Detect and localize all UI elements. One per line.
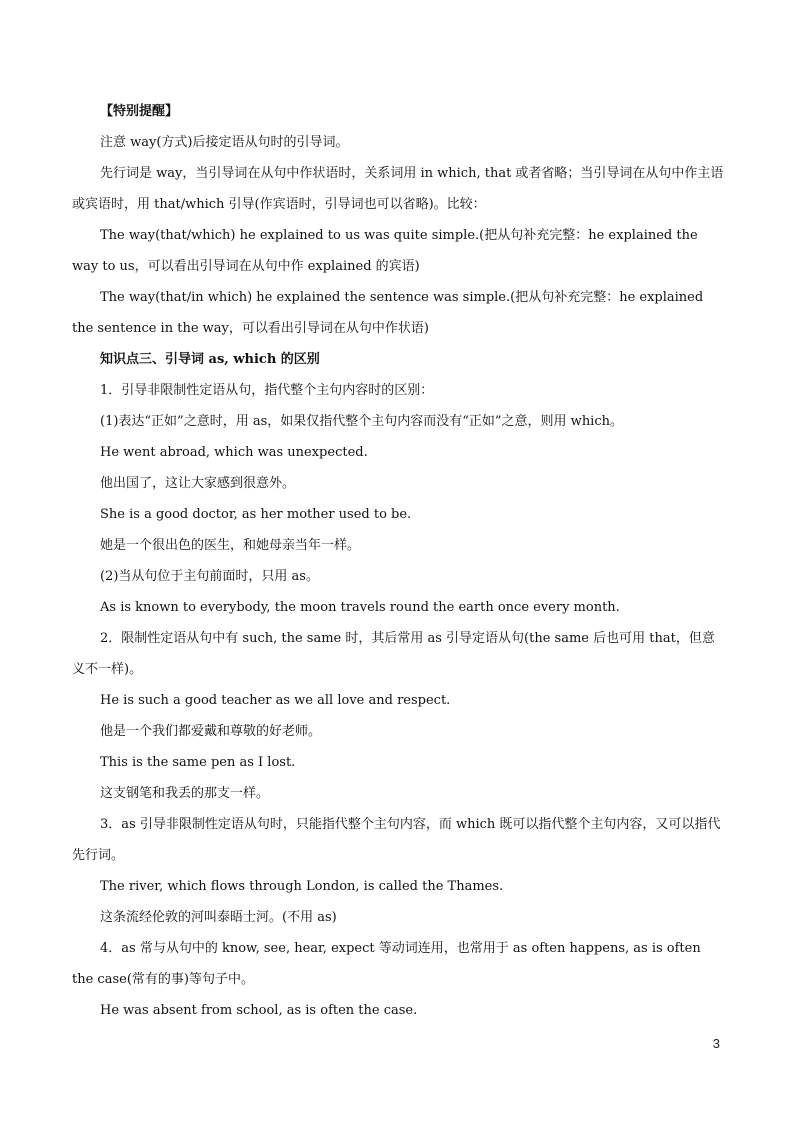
paragraph-19: 3．as 引导非限制性定语从句时，只能指代整个主句内容，而 which 既可以指代整个主句内容，又可以指代先行词。 — [72, 817, 721, 863]
example-sentence: He is such a good teacher as we all love and respect. — [100, 693, 451, 708]
example-translation: 他出国了，这让大家感到很意外。 — [100, 476, 296, 491]
example-sentence: She is a good doctor, as her mother used to be. — [100, 507, 412, 522]
paragraph-3: The way(that/which) he explained to us was quite simple.(把从句补充完整：he explained the way to us，可以看出引导词在从句中作 explained 的宾语) — [72, 228, 698, 274]
paragraph-6: 1．引导非限制性定语从句，指代整个主句内容时的区别： — [100, 383, 434, 398]
paragraph-2: 先行词是 way，当引导词在从句中作状语时，关系词用 in which, that 或者省略；当引导词在从句中作主语或宾语时，用 that/which 引导(作宾语时，引导词也可以省略)。比较： — [72, 166, 724, 212]
example-sentence: As is known to everybody, the moon travels round the earth once every month. — [100, 600, 620, 615]
paragraph-14: 2．限制性定语从句中有 such, the same 时，其后常用 as 引导定语从句(the same 后也可用 that，但意义不一样)。 — [72, 631, 715, 677]
example-translation: 这支钢笔和我丢的那支一样。 — [100, 786, 270, 801]
paragraph-4: The way(that/in which) he explained the sentence was simple.(把从句补充完整：he explained the sentence in the way，可以看出引导词在从句中作状语) — [72, 290, 704, 336]
example-sentence: He was absent from school, as is often the case. — [100, 1003, 418, 1018]
example-sentence: This is the same pen as I lost. — [100, 755, 296, 770]
page-number: 3 — [712, 1036, 720, 1051]
example-translation: 这条流经伦敦的河叫泰晤士河。(不用 as) — [100, 910, 337, 925]
paragraph-7: (1)表达“正如”之意时，用 as，如果仅指代整个主句内容而没有“正如”之意，则用 which。 — [100, 414, 623, 429]
paragraph-22: 4．as 常与从句中的 know, see, hear, expect 等动词连用，也常用于 as often happens, as is often the case(常有的事)等句子中。 — [72, 941, 701, 987]
example-translation: 她是一个很出色的医生，和她母亲当年一样。 — [100, 538, 361, 553]
document-body — [72, 96, 726, 1026]
paragraph-1: 注意 way(方式)后接定语从句时的引导词。 — [100, 135, 349, 150]
example-translation: 他是一个我们都爱戴和尊敬的好老师。 — [100, 724, 322, 739]
section-heading: 知识点三、引导词 as, which 的区别 — [100, 352, 320, 367]
example-sentence: The river, which flows through London, is called the Thames. — [100, 879, 504, 894]
example-sentence: He went abroad, which was unexpected. — [100, 445, 368, 460]
paragraph-12: (2)当从句位于主句前面时，只用 as。 — [100, 569, 319, 584]
special-note-heading: 【特别提醒】 — [100, 104, 179, 119]
